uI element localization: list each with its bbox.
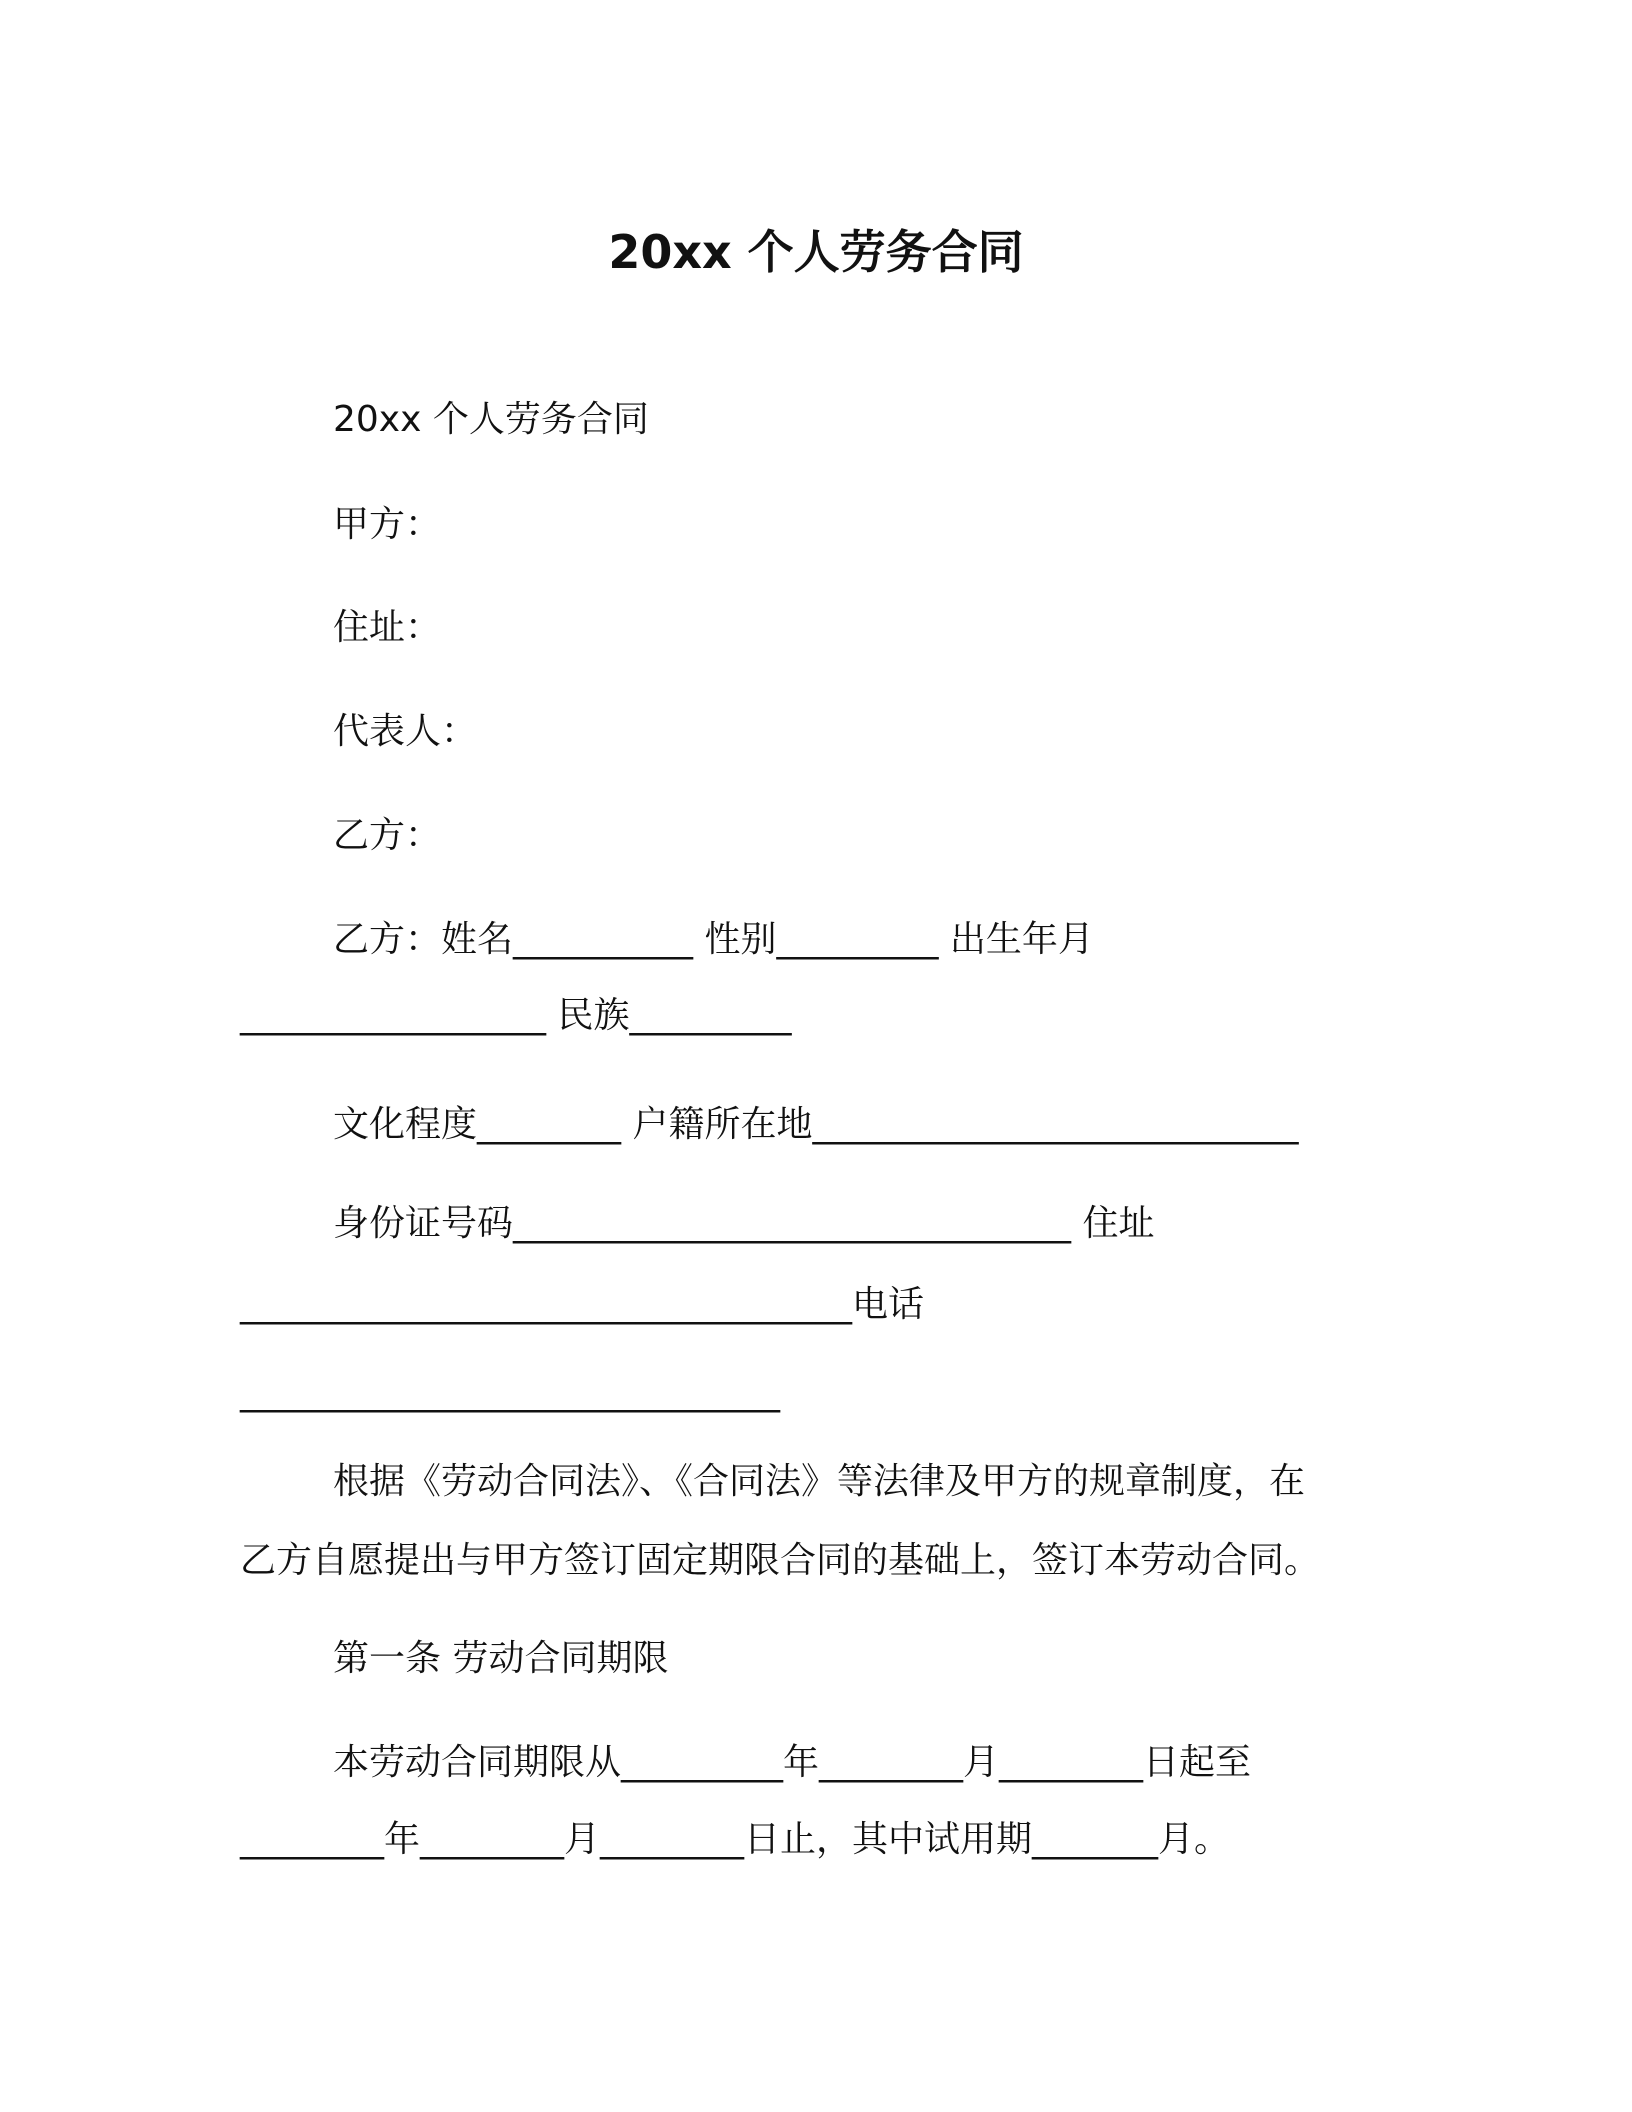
preamble-line-2: 乙方自愿提出与甲方签订固定期限合同的基础上，签订本劳动合同。 — [240, 1540, 1321, 1581]
term-line-2: ________年________月________日止，其中试用期_______月。 — [240, 1819, 1231, 1860]
representative-label: 代表人： — [333, 711, 478, 752]
address-phone-line: __________________________________电话 — [240, 1284, 924, 1325]
party-a-label: 甲方： — [333, 504, 442, 545]
article-one-heading: 第一条 劳动合同期限 — [333, 1638, 669, 1679]
education-household-line: 文化程度________ 户籍所在地___________________________ — [333, 1104, 1299, 1145]
party-b-ethnicity-line: _________________ 民族_________ — [240, 995, 792, 1036]
address-label: 住址： — [333, 607, 442, 648]
term-line-1: 本劳动合同期限从_________年________月________日起至 — [333, 1742, 1252, 1783]
phone-blank-line: ______________________________ — [240, 1372, 780, 1413]
party-b-name-line: 乙方：姓名__________ 性别_________ 出生年月 — [333, 919, 1094, 960]
subtitle-line: 20xx 个人劳务合同 — [333, 399, 649, 440]
party-b-label: 乙方： — [333, 815, 442, 856]
document-title: 20xx 个人劳务合同 — [608, 225, 1024, 279]
id-number-line: 身份证号码_______________________________ 住址 — [333, 1203, 1155, 1244]
preamble-line-1: 根据《劳动合同法》、《合同法》等法律及甲方的规章制度，在 — [333, 1461, 1306, 1502]
